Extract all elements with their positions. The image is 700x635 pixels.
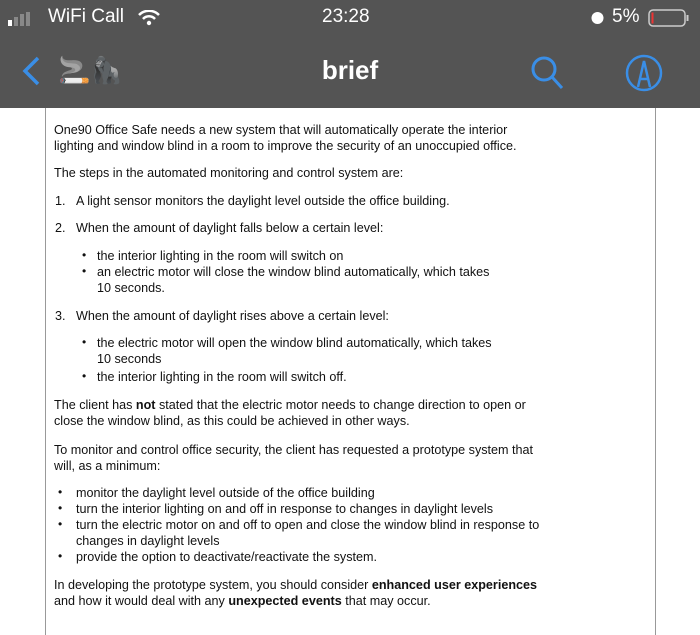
- carrier-label: WiFi Call: [48, 6, 124, 27]
- contact-emoji: 🚬🦍: [58, 55, 123, 85]
- sub-bullet: the interior lighting in the room will switch off.: [97, 370, 347, 384]
- text: and how it would deal with any: [54, 594, 225, 608]
- step-text: When the amount of daylight rises above a certain level:: [76, 309, 389, 323]
- client-paragraph: [54, 397, 526, 429]
- clock: 23:28: [322, 6, 370, 27]
- bullet-icon: •: [58, 517, 63, 531]
- bullet-icon: •: [58, 501, 63, 515]
- alarm-icon: [590, 10, 605, 25]
- signal-icon: [8, 12, 38, 26]
- bullet-icon: •: [82, 335, 87, 349]
- sub-bullet: the electric motor will open the window blind automatically, which takes 10 seconds: [97, 336, 492, 366]
- minimum-item: monitor the daylight level outside of the office building: [76, 486, 375, 500]
- minimum-item: provide the option to deactivate/reactivate the system.: [76, 550, 378, 564]
- bold-text: not: [135, 398, 156, 412]
- bullet-icon: •: [82, 248, 87, 262]
- battery-percent: 5%: [612, 6, 640, 27]
- intro-paragraph: One90 Office Safe needs a new system that will automatically operate the interior lighting and window blind in a room to improve the security of an unoccupied office.: [54, 123, 517, 153]
- wifi-icon: [138, 10, 160, 26]
- bullet-icon: •: [82, 369, 87, 383]
- battery-icon: [648, 9, 690, 27]
- minimum-intro: To monitor and control office security, the client has requested a prototype system that will, as a minimum:: [54, 443, 534, 473]
- step-text: When the amount of daylight falls below a certain level:: [76, 221, 384, 235]
- text: The client has: [54, 398, 136, 412]
- bullet-icon: •: [58, 485, 63, 499]
- final-paragraph: [54, 577, 537, 609]
- text: that may occur.: [341, 594, 431, 608]
- bold-text: unexpected events: [228, 594, 342, 608]
- bullet-icon: •: [82, 264, 87, 278]
- bullet-icon: •: [58, 549, 63, 563]
- step-number: 3.: [55, 309, 66, 323]
- minimum-item: turn the electric motor on and off to open and close the window blind in response to changes in daylight levels: [76, 518, 540, 548]
- page-title: brief: [321, 55, 379, 85]
- steps-intro: The steps in the automated monitoring and control system are:: [54, 166, 404, 180]
- search-icon[interactable]: [528, 54, 568, 92]
- text: In developing the prototype system, you should consider: [54, 578, 372, 592]
- step-number: 1.: [55, 194, 66, 208]
- text: stated that the electric motor needs to change direction to open or close the window blind, as this could be achieved in other ways.: [54, 398, 526, 428]
- bold-text: enhanced user experiences: [371, 578, 538, 592]
- sub-bullet: an electric motor will close the window blind automatically, which takes 10 seconds.: [97, 265, 490, 295]
- step-number: 2.: [55, 221, 66, 235]
- step-text: A light sensor monitors the daylight level outside the office building.: [76, 194, 450, 208]
- markup-icon[interactable]: [624, 53, 664, 93]
- minimum-item: turn the interior lighting on and off in response to changes in daylight levels: [76, 502, 494, 516]
- top-bar: [0, 0, 700, 108]
- sub-bullet: the interior lighting in the room will switch on: [97, 249, 344, 263]
